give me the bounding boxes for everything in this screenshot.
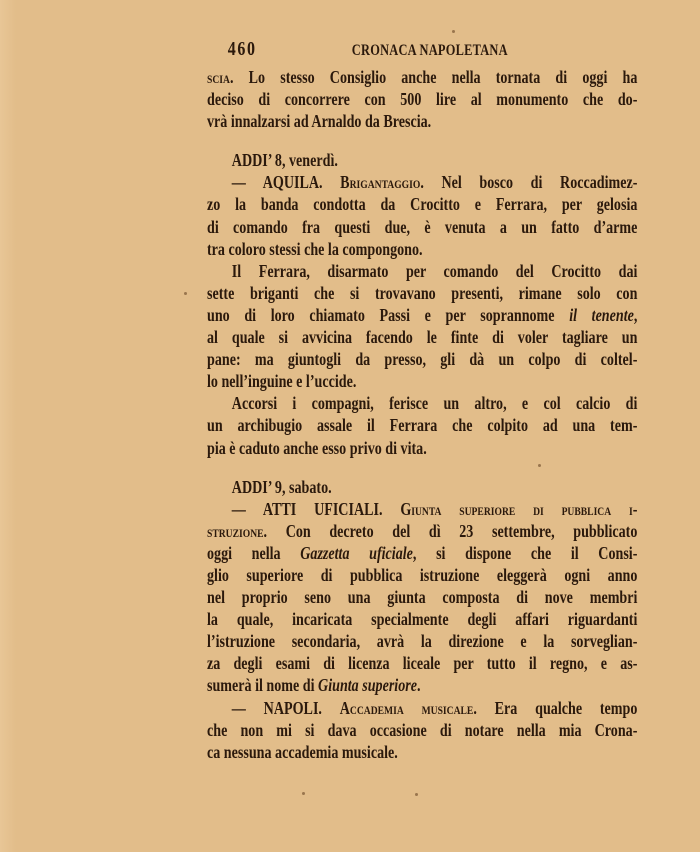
- text-line: [207, 193, 637, 215]
- paragraph: [207, 260, 637, 393]
- text-line: [207, 564, 637, 586]
- text-line: [207, 304, 637, 326]
- text-line: [207, 66, 637, 88]
- text-segment: . Nel bosco di Roccadimez-: [420, 172, 638, 193]
- text-line: [207, 110, 637, 132]
- text-segment: ca nessuna accademia musicale.: [207, 741, 398, 762]
- text-line: [207, 719, 637, 741]
- text-segment: sumerà il nome di: [207, 675, 319, 696]
- text-line: [207, 476, 637, 498]
- page-text: [207, 66, 637, 763]
- text-line: [207, 498, 637, 520]
- smallcaps-text: Brigantaggio: [340, 172, 421, 193]
- text-segment: glio superiore di pubblica istruzione eleggerà ogni anno: [207, 564, 638, 585]
- text-segment: l’istruzione secondaria, avrà la direzione e la sorveglian-: [207, 631, 638, 652]
- text-segment: sette briganti che si trovavano presenti, rimane solo con: [207, 282, 638, 303]
- text-segment: za degli esami di licenza liceale per tutto il regno, e as-: [207, 653, 638, 674]
- text-segment: vrà innalzarsi ad Arnaldo da Brescia.: [207, 111, 432, 132]
- text-segment: lo nell’inguine e l’uccide.: [207, 371, 357, 392]
- text-segment: ,: [633, 304, 638, 325]
- text-segment: Il Ferrara, disarmato per comando del Crocitto dai: [231, 260, 638, 281]
- running-title: CRONACA NAPOLETANA: [351, 42, 508, 59]
- smallcaps-text: scia: [207, 67, 230, 87]
- text-line: [207, 586, 637, 608]
- smallcaps-text: Giunta superiore di pubblica i-: [400, 498, 638, 519]
- paragraph: [207, 697, 637, 763]
- text-line: [207, 216, 637, 238]
- paragraph: [207, 392, 637, 458]
- text-segment: . Lo stesso Consiglio anche nella tornata di oggi ha: [229, 67, 638, 87]
- text-segment: zo la banda condotta da Crocitto e Ferrara, per gelosia: [207, 194, 638, 215]
- text-line: [207, 741, 637, 763]
- page-content: [207, 0, 637, 852]
- text-segment: deciso di concorrere con 500 lire al monumento che do-: [207, 89, 638, 110]
- text-segment: , si dispone che il Consi-: [412, 542, 638, 563]
- text-segment: . Con decreto del dì 23 settembre, pubblicato: [263, 520, 638, 541]
- text-segment: nel proprio seno una giunta composta di nove membri: [207, 587, 638, 608]
- page-header: [207, 38, 637, 60]
- text-segment: ADDI’ 8, venerdì.: [231, 150, 338, 171]
- smallcaps-text: Accademia musicale: [339, 697, 474, 718]
- ink-speck: [538, 464, 541, 467]
- date-heading: [207, 476, 637, 498]
- text-segment: — AQUILA.: [231, 172, 341, 193]
- text-line: [207, 392, 637, 414]
- text-line: [207, 437, 637, 459]
- ink-speck: [302, 792, 305, 795]
- text-line: [207, 608, 637, 630]
- text-line: [207, 674, 637, 696]
- text-line: [207, 520, 637, 542]
- smallcaps-text: struzione: [207, 520, 264, 541]
- text-line: [207, 260, 637, 282]
- ink-speck: [452, 30, 455, 33]
- ink-speck: [184, 292, 187, 295]
- text-segment: pane: ma giuntogli da presso, gli dà un colpo di coltel-: [207, 349, 638, 370]
- text-line: [207, 171, 637, 193]
- text-segment: Accorsi i compagni, ferisce un altro, e col calcio di: [231, 393, 638, 414]
- text-line: [207, 652, 637, 674]
- text-line: [207, 414, 637, 436]
- text-segment: oggi nella: [207, 542, 301, 563]
- text-line: [207, 149, 637, 171]
- text-segment: — NAPOLI.: [231, 697, 340, 718]
- italic-text: Giunta superiore: [318, 675, 417, 696]
- text-segment: ADDI’ 9, sabato.: [231, 476, 332, 497]
- paragraph: [207, 66, 637, 132]
- italic-text: il tenente: [569, 304, 634, 325]
- ink-speck: [415, 793, 418, 796]
- text-segment: pia è caduto anche esso privo di vita.: [207, 437, 427, 458]
- text-segment: di comando fra questi due, è venuta a un fatto d’arme: [207, 216, 638, 237]
- text-segment: .: [416, 675, 421, 696]
- page-number: 460: [227, 38, 257, 60]
- text-segment: . Era qualche tempo: [473, 697, 638, 718]
- text-line: [207, 630, 637, 652]
- text-line: [207, 697, 637, 719]
- paragraph: [207, 171, 637, 259]
- text-segment: uno di loro chiamato Passi e per soprannome: [207, 304, 570, 325]
- paragraph: [207, 498, 637, 697]
- text-segment: — ATTI UFICIALI.: [231, 498, 401, 519]
- text-line: [207, 326, 637, 348]
- page-edge-shading: [0, 0, 16, 852]
- text-segment: al quale si avvicina facendo le finte di voler tagliare un: [207, 327, 638, 348]
- text-line: [207, 348, 637, 370]
- text-line: [207, 282, 637, 304]
- text-segment: che non mi si dava occasione di notare nella mia Crona-: [207, 719, 638, 740]
- text-line: [207, 88, 637, 110]
- text-segment: un archibugio assale il Ferrara che colpito ad una tem-: [207, 415, 638, 436]
- text-line: [207, 238, 637, 260]
- text-segment: tra coloro stessi che la compongono.: [207, 238, 423, 259]
- text-line: [207, 542, 637, 564]
- text-segment: la quale, incaricata specialmente degli affari riguardanti: [207, 609, 638, 630]
- italic-text: Gazzetta uficiale: [300, 542, 413, 563]
- date-heading: [207, 149, 637, 171]
- text-line: [207, 370, 637, 392]
